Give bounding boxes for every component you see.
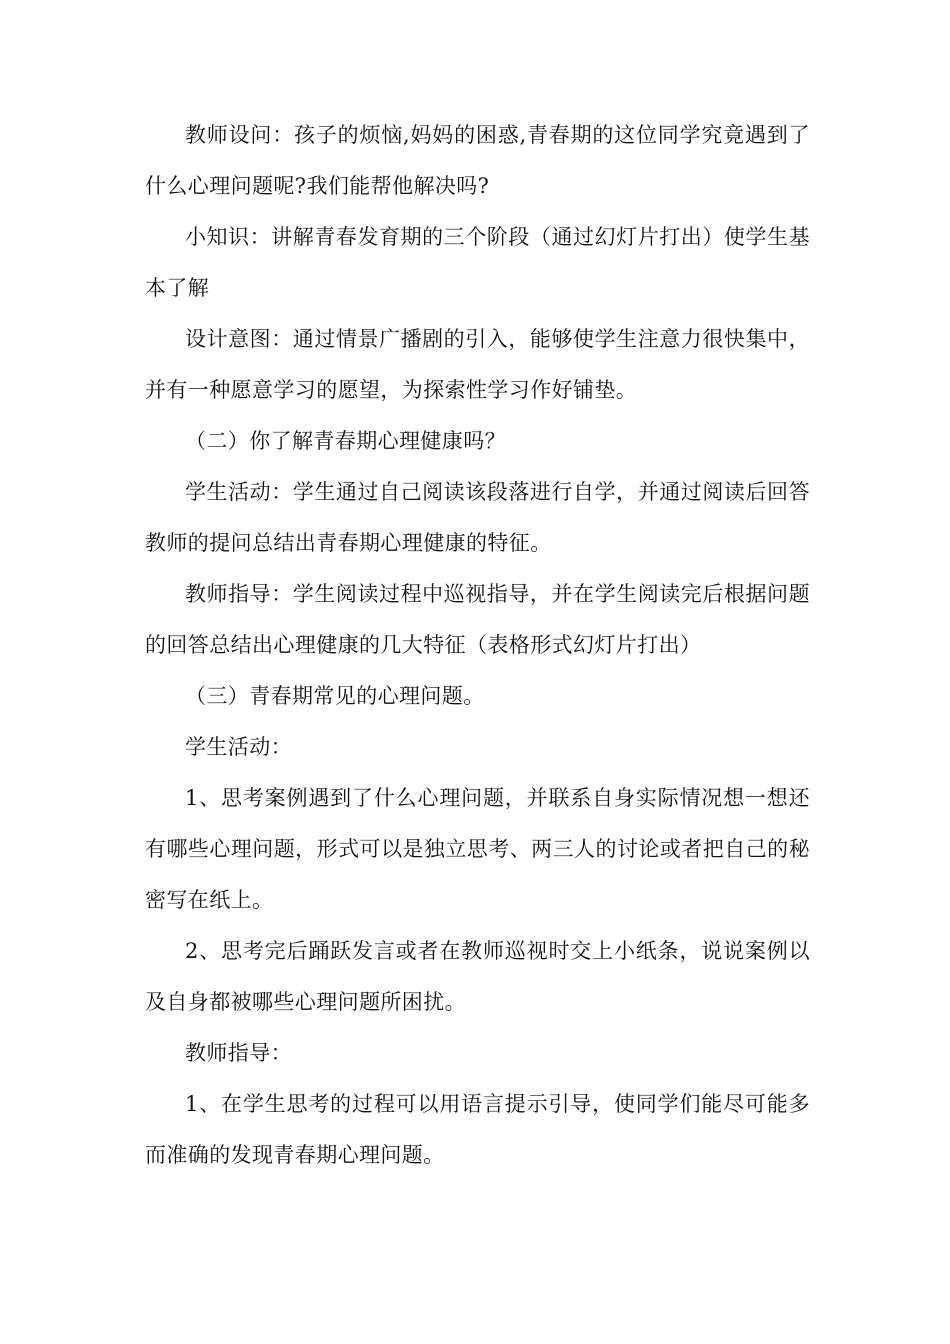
paragraph-teacher-guidance-label: 教师指导： bbox=[185, 1041, 292, 1065]
list-item-activity-1: 1、思考案例遇到了什么心理问题，并联系自身实际情况想一想还有哪些心理问题，形式可以是独立思考、两三人的讨论或者把自己的秘密写在纸上。 bbox=[145, 786, 810, 912]
paragraph-student-activity-label: 学生活动： bbox=[185, 735, 292, 759]
list-item-activity-2: 2、思考完后踊跃发言或者在教师巡视时交上小纸条，说说案例以及自身都被哪些心理问题所困扰。 bbox=[145, 939, 810, 1014]
paragraph-teacher-guidance-1: 教师指导：学生阅读过程中巡视指导，并在学生阅读完后根据问题的回答总结出心理健康的几大特征（表格形式幻灯片打出） bbox=[145, 582, 810, 657]
list-item-guidance-1: 1、在学生思考的过程可以用语言提示引导，使同学们能尽可能多而准确的发现青春期心理问题。 bbox=[145, 1092, 810, 1167]
section-heading-3: （三）青春期常见的心理问题。 bbox=[185, 684, 485, 708]
paragraph-student-activity-1: 学生活动：学生通过自己阅读该段落进行自学，并通过阅读后回答教师的提问总结出青春期心理健康的特征。 bbox=[145, 480, 810, 555]
paragraph-teacher-question: 教师设问：孩子的烦恼,妈妈的困惑,青春期的这位同学究竟遇到了什么心理问题呢?我们能帮他解决吗? bbox=[145, 123, 810, 198]
document-body bbox=[145, 110, 810, 1181]
paragraph-design-intent: 设计意图：通过情景广播剧的引入，能够使学生注意力很快集中，并有一种愿意学习的愿望，为探索性学习作好铺垫。 bbox=[145, 327, 810, 402]
paragraph-knowledge: 小知识：讲解青春发育期的三个阶段（通过幻灯片打出）使学生基本了解 bbox=[145, 225, 810, 300]
section-heading-2: （二）你了解青春期心理健康吗？ bbox=[185, 429, 506, 453]
